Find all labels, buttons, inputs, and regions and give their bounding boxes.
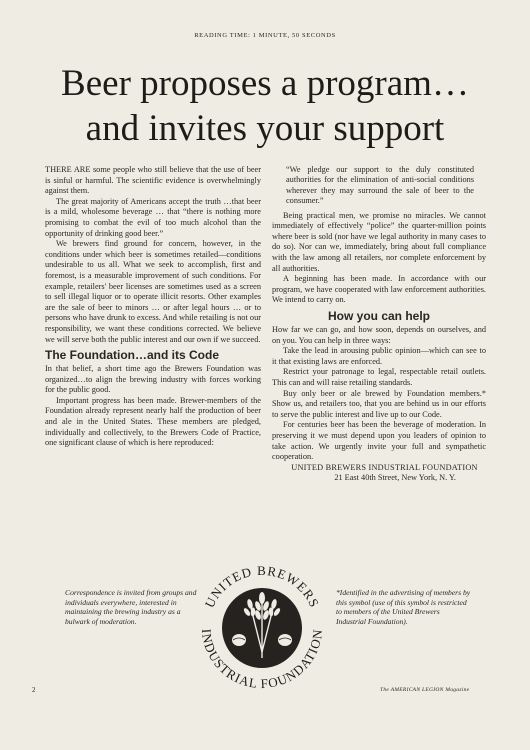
body-paragraph: How far we can go, and how soon, depends on ourselves, and on you. You can help in three ways:	[272, 324, 486, 345]
body-paragraph: The great majority of Americans accept the truth …that beer is a mild, wholesome beverage … that “there is nothing more promising to combat the evil of too much alcohol than the opportunity of drinking good beer.”	[45, 196, 261, 238]
body-paragraph: In that belief, a short time ago the Brewers Foundation was organized…to align the brewing industry with forces working for the public good.	[45, 364, 261, 395]
code-quote: “We pledge our support to the duly constituted authorities for the elimination of anti-social conditions wherever they may surround the sale of beer to the consumer.”	[286, 165, 474, 206]
right-column	[272, 165, 486, 484]
subheading-how-you-can-help: How you can help	[327, 308, 430, 323]
body-paragraph: THERE ARE some people who still believe that the use of beer is sinful or harmful. The scientific evidence is overwhelmingly against them.	[45, 165, 261, 196]
magazine-credit: The AMERICAN LEGION Magazine	[380, 687, 470, 693]
correspondence-note: Correspondence is invited from groups and individuals everywhere, interested in maintaining the brewing industry as a bulwark of moderation.	[65, 588, 197, 626]
body-paragraph: Buy only beer or ale brewed by Foundation members.* Show us, and retailers too, that you are behind us in our efforts to serve the public interest and live up to our Code.	[272, 388, 486, 419]
page-number: 2	[32, 686, 36, 694]
body-paragraph: Being practical men, we promise no miracles. We cannot immediately of effectively “police” the quarter-million points where beer is sold (nor have we legal authority in many cases to do so). Nor can we, immediately, bring about full compliance with the law among all retailers, nor complete enforcement by all authorities.	[272, 210, 486, 273]
body-paragraph: For centuries beer has been the beverage of moderation. In preserving it we must depend upon you leaders of opinion to take action. We urgently invite your full and sympathetic cooperation.	[272, 420, 486, 462]
headline-line-2: and invites your support	[85, 108, 445, 149]
emblem-text-top: UNITED BREWERS	[201, 562, 323, 611]
headline-line-1: Beer proposes a program…	[61, 63, 469, 104]
emblem-text-bottom: INDUSTRIAL FOUNDATION	[198, 627, 326, 692]
body-paragraph: Restrict your patronage to legal, respectable retail outlets. This can and will raise retailing standards.	[272, 367, 486, 387]
body-paragraph: A beginning has been made. In accordance with our program, we have cooperated with law enforcement authorities. We intend to carry on.	[272, 274, 486, 305]
body-paragraph: We brewers find ground for concern, however, in the conditions under which beer is sometimes retailed—conditions undesirable to us all. What we seek to accomplish, first and foremost, is a measurable improvement of such conditions. For example, retailers' beer licenses are sometimes used as a screen to sell illegal liquor or to operate illicit resorts. Other examples are the sale of beer to minors … or after legal hours … or to persons who have drunk to excess. And while retailing is not our responsibility, we want these conditions corrected. We believe we will serve both the public interest and our own if we succeed.	[45, 239, 261, 344]
signature: UNITED BREWERS INDUSTRIAL FOUNDATION	[291, 462, 478, 472]
reading-time: READING TIME: 1 MINUTE, 50 SECONDS	[194, 32, 336, 39]
foundation-emblem	[192, 562, 332, 700]
wheat-and-hops-seal-icon	[222, 588, 302, 668]
body-paragraph: Take the lead in arousing public opinion—which can see to it that existing laws are enforced.	[272, 346, 486, 366]
address: 21 East 40th Street, New York, N. Y.	[334, 473, 456, 483]
subheading-foundation: The Foundation…and its Code	[45, 348, 219, 363]
symbol-footnote: *Identified in the advertising of members by this symbol (use of this symbol is restricted to members of the United Brewers Industrial Foundation).	[336, 588, 471, 626]
left-column	[45, 165, 261, 449]
body-paragraph: Important progress has been made. Brewer-members of the Foundation already represent nearly half the production of beer and ale in the United States. These members are pledged, individually and collectively, to the Brewers Code of Practice, one significant clause of which is here reproduced:	[45, 395, 261, 448]
